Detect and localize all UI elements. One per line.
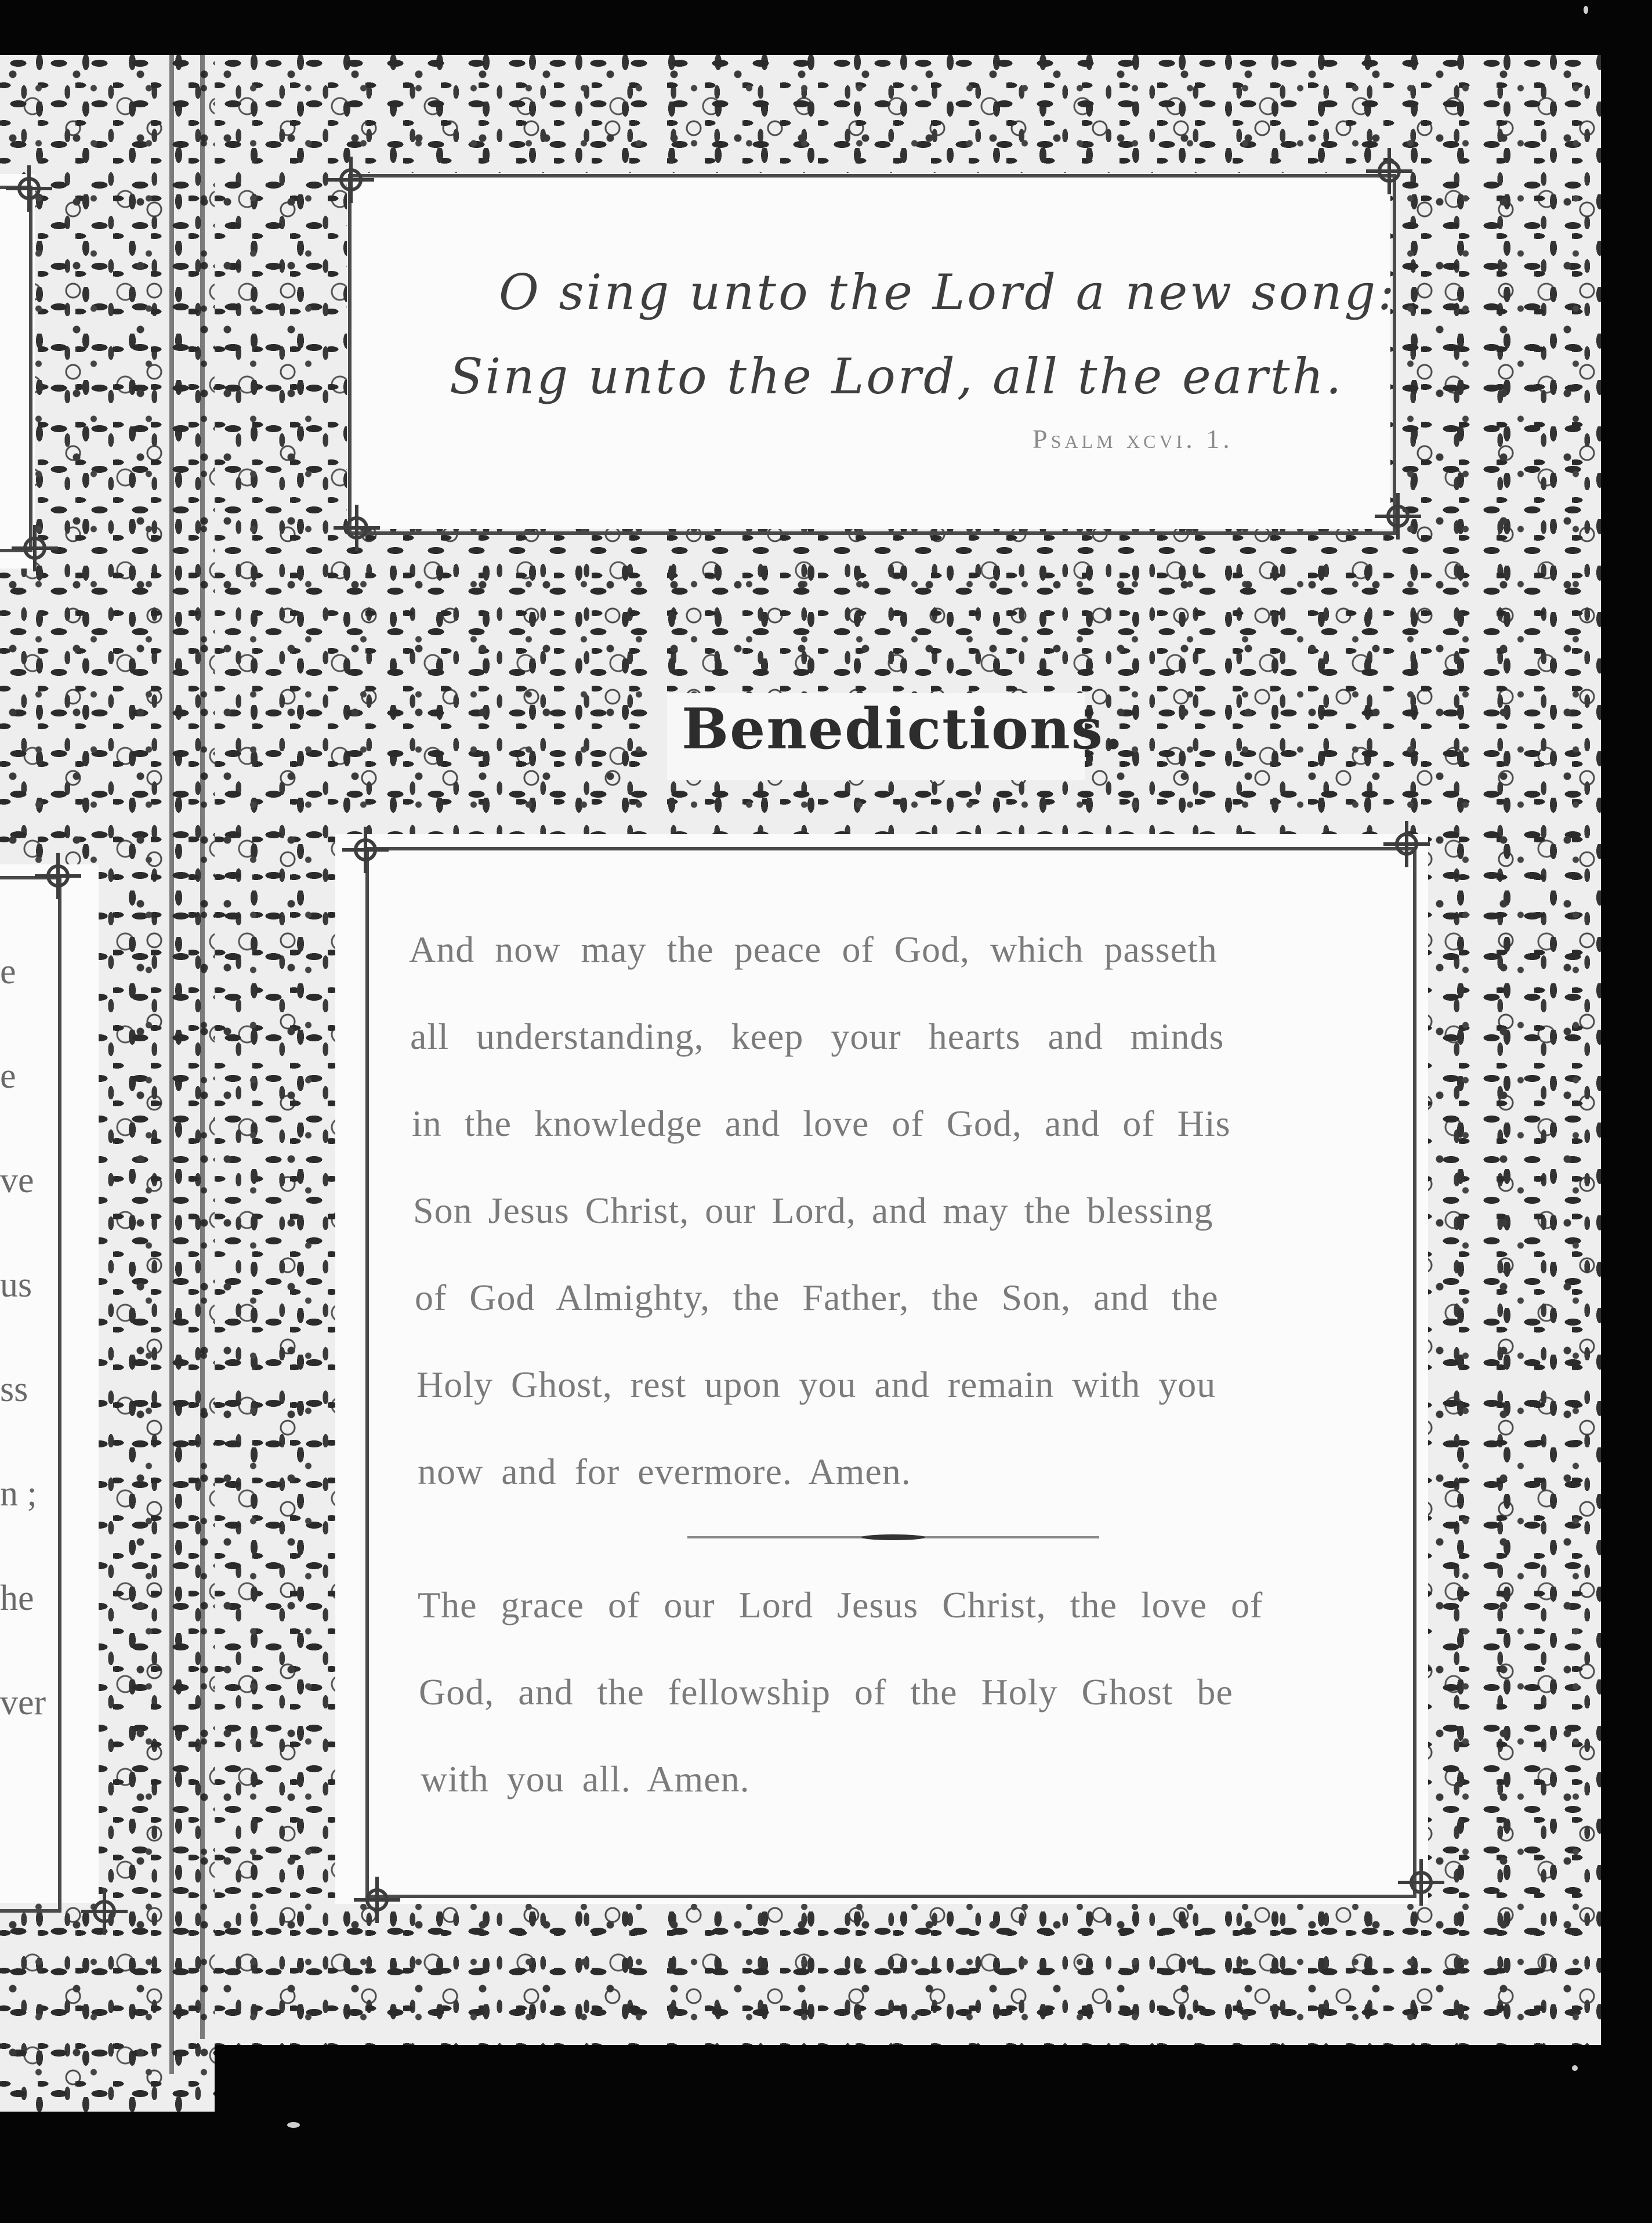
- cross-ornament-icon: [1366, 148, 1412, 194]
- cross-ornament-icon: [342, 827, 389, 873]
- cross-ornament-icon: [354, 1877, 400, 1923]
- text-line: now and for evermore. Amen.: [418, 1451, 911, 1492]
- cross-ornament-icon: [1383, 821, 1430, 867]
- cross-ornament-icon: [328, 157, 374, 203]
- text-line: with you all. Amen.: [421, 1758, 750, 1800]
- verse-line: O sing unto the Lord a new song:: [499, 264, 1397, 321]
- cross-ornament-icon: [81, 1888, 128, 1935]
- left-text-fragment: ve: [0, 1161, 34, 1200]
- left-text-fragment: ss: [0, 1370, 28, 1409]
- left-text-fragment: he: [0, 1578, 34, 1618]
- dust-speck: [287, 2122, 300, 2128]
- left-text-fragment: ver: [0, 1683, 46, 1722]
- page-fold: [169, 55, 174, 2074]
- text-line: in the knowledge and love of God, and of His: [412, 1103, 1231, 1144]
- left-text-fragment: n ;: [0, 1474, 37, 1514]
- dust-speck: [1584, 6, 1588, 14]
- ornamental-divider: [687, 1536, 1099, 1538]
- cross-ornament-icon: [334, 505, 380, 551]
- cross-ornament-icon: [12, 525, 58, 571]
- cross-ornament-icon: [1398, 1859, 1444, 1906]
- verse-line: Sing unto the Lord, all the earth.: [450, 348, 1344, 405]
- text-line: of God Almighty, the Father, the Son, and the: [415, 1277, 1219, 1318]
- text-line: Son Jesus Christ, our Lord, and may the blessing: [413, 1190, 1213, 1231]
- left-text-fragment: e: [0, 1056, 16, 1096]
- cross-ornament-icon: [1375, 493, 1421, 540]
- left-page-top-frame: [0, 186, 32, 552]
- cross-ornament-icon: [35, 853, 81, 899]
- left-text-fragment: us: [0, 1265, 32, 1305]
- dust-speck: [1572, 2065, 1578, 2071]
- text-line: all understanding, keep your hearts and minds: [410, 1016, 1224, 1057]
- verse-reference: Psalm xcvi. 1.: [1032, 424, 1233, 454]
- cross-ornament-icon: [6, 165, 52, 212]
- text-line: And now may the peace of God, which passeth: [409, 929, 1218, 970]
- text-line: The grace of our Lord Jesus Christ, the love of: [418, 1584, 1263, 1625]
- text-line: Holy Ghost, rest upon you and remain with you: [416, 1364, 1216, 1405]
- page-fold: [200, 55, 205, 2039]
- page-title: Benedictions.: [682, 696, 1125, 762]
- left-text-fragment: e: [0, 952, 16, 991]
- text-line: God, and the fellowship of the Holy Ghost be: [419, 1671, 1233, 1712]
